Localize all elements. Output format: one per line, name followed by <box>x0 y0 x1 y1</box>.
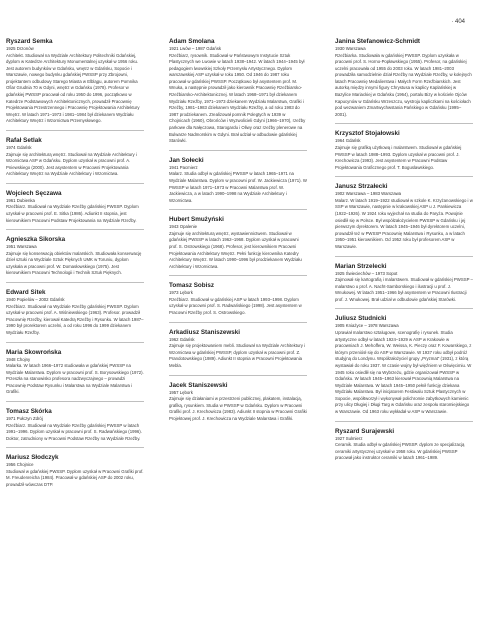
entry-divider <box>169 322 307 323</box>
entry-name: Krzysztof Stojałowski <box>335 130 400 138</box>
entry-body: Rzeźbiarz. Studiował w gdańskiej ASP w latach 1993–1998. Dyplom uzyskał w pracowni prof. S. Radwańskiego (1998). Jest asystentem w Pracowni Rzeźby prof. S. Ostrowskiego. <box>169 296 302 316</box>
entry-name: Janusz Strzałecki <box>335 183 388 191</box>
column-1 <box>6 38 144 494</box>
entry-dates: 1940 Popielów – 2002 Gdańsk <box>6 297 65 303</box>
biography-entry <box>6 137 144 178</box>
entry-dates: 1921 Lwów – 1987 Gdańsk <box>169 46 222 51</box>
entry-name: Agnieszka Sikorska <box>6 236 66 244</box>
entry-dates: 1974 Gdańsk <box>6 145 32 151</box>
entry-divider <box>6 183 144 184</box>
entry-divider <box>169 275 307 276</box>
biography-entry <box>335 428 473 462</box>
entry-body: Architekt. Studiował na Wydziale Architektury Politechniki Gdańskiej, dyplom w Katedrze Architektury Monumentalnej uzyskał w 1956 roku. Jest autorem budynków w Gdańsku, wnętrz w Gdańsku, Sopocie i Warszawie, nowego budynku gdańskiej PWSSP przy Zbrojowni, projektantem odbudowy Starego Miasta w Elblągu, autorem Pomnika Ofiar Grudnia 70 w Gdyni, wnętrz w Gdańsku (1978). Profesor w gdańskiej PWSSP pracował od roku 1950 do 1996, początkowo w Katedrze Podstawowych Architektonicznych, prowadził Pracownię Projektowania Przestrzennego i Pracownię Projektowania Architektury Wnętrz. W latach 1971–1973 i 1981–1984 był dziekanem Wydziału Architektury Wnętrz i Wzornictwa Przemysłowego. <box>6 52 140 124</box>
entry-name: Arkadiusz Staniszewski <box>169 328 241 336</box>
entry-dates: 1905 Kniażyce – 1978 Warszawa <box>335 323 399 329</box>
entry-name: Janina Stefanowicz-Schmidt <box>335 38 421 45</box>
entry-name: Jan Sołecki <box>169 156 204 164</box>
entry-name: Jacek Staniszewski <box>169 381 228 389</box>
entry-divider <box>6 447 144 448</box>
biography-entry <box>6 190 144 224</box>
biography-entry <box>6 236 144 277</box>
entry-dates: 1943 Opalenie <box>169 224 197 230</box>
entry-name: Ryszard Semka <box>6 38 53 45</box>
entry-dates: 1927 Sulmierz <box>335 435 363 441</box>
biography-entry <box>169 216 307 270</box>
entry-body: Zajmuje się konserwacją obiektów malarskich. Studiowała konserwację dzieł sztuki na Wydziale Sztuk Pięknych UMK w Toruniu, dyplom uzyskała w pracowni prof. W. Domasłowskiego (1975). Jest kierownikiem Pracowni Technologii i Technik Sztuk Pięknych. <box>6 250 142 276</box>
entry-name: Edward Sitek <box>6 289 46 297</box>
biography-entry <box>335 315 473 415</box>
entry-body: Zajmuje się działaniami w przestrzeni publicznej, plakatem, instalacją, grafiką, rysunkiem. Studia w PWSSP w Gdańsku. Dyplom w Pracowni Grafiki prof. J. Krechowicza (1983). Adiunkt II stopnia w Pracowni Grafiki Projektowej prof. J. Krechowicza na Wydziale Malarstwa i Grafiki. <box>169 396 307 421</box>
entry-name: Adam Smolana <box>169 38 215 45</box>
entry-dates: 1902 Warszawa – 1983 Warszawa <box>335 191 402 197</box>
biography-entry <box>335 263 473 304</box>
entry-body: Malarka. W latach 1966–1972 studiowała w gdańskiej PWSSP na Wydziale Malarstwa. Dyplom w pracowni prof. S. Borysowskiego (1972). Przeszła na stanowisko profesora nadzwyczajnego – prowadzi Pracownię Podstaw Rysunku i Malarstwa na Wydziale Malarstwa i Grafiki. <box>6 363 144 395</box>
entry-dates: 1971 Pułczyn Zdrój <box>6 416 43 421</box>
page-number: · 404 <box>451 19 465 25</box>
entry-body: Zajmuje się architekturą wnętrz. Studiował na Wydziale Architektury i Wzornictwa ASP w Gdańsku. Dyplom uzyskał w pracowni prof. A. Pniewskiego (2000). Jest asystentem w Pracowni Projektowania Architektury Wnętrz na Wydziale Architektury i Wzornictwa. <box>6 151 137 177</box>
entry-divider <box>335 176 473 177</box>
entry-dates: 1925 Świeciechów – 1973 Sopot <box>335 270 398 276</box>
entry-dates: 1957 Lębork <box>169 389 193 395</box>
entry-body: Malarz. W latach 1919–1922 studiował w szkole K. Krzyżanowskiego i w SSP w Warszawie, następnie w krakowskiej ASP u J. Pankiewicza (1922–1926). W 1924 roku wyjechał na studia do Paryża. Powojnie osiedlił się w Polsce. Był współzałożycielem PWSSP w Gdańsku i jej pierwszym dyrektorem. W latach 1945–1946 był dyrektorem uczelni, prowadził też w PWSSP Pracownię Malarstwa i Rysunku, a w latach 1950–1951 kierownikiem. Od 1952 roku był profesorem ASP w Warszawie. <box>335 197 473 249</box>
entry-divider <box>335 308 473 309</box>
entry-divider <box>169 150 307 151</box>
entry-body: Zajmuje się grafiką użytkową i malarstwem. Studiował w gdańskiej PWSSP w latach 1988–1993. Dyplom uzyskał w pracowni prof. J. Krechowicza (1993). Jest asystentem w Pracowni Podstaw Projektowania Graficznego prof. T. Boguslawskiego. <box>335 144 462 170</box>
biography-entry <box>6 349 144 396</box>
entry-dates: 1961 Dubienka <box>6 197 35 203</box>
entry-body: Zajmował się kartografią i malarstwem. Studiował w gdańskiej PWSSP – malarstwo u prof. A. Nacht-Samborskiego i ilustracji u prof. J. Wnukowej. W latach 1951–1966 był asystentem w Pracowni Ilustracji prof. J. Wnukowej. Brał udział w odbudowie gdańskiej Starówki. <box>335 277 473 302</box>
entry-divider <box>6 130 144 131</box>
entry-name: Hubert Smużyński <box>169 216 224 224</box>
entry-body: Rzeźbiarz. Studiował na Wydziale Rzeźby gdańskiej PWSSP. Dyplom uzyskał w pracowni prof. A. Wiśniewskiego (1963). Profesor. prowadził Pracownię Rzeźby, kierował Katedrą Rzeźby i Rysunku. W latach 1987–1990 był prorektorem uczelni, a od roku 1996 do 1999 dziekanem Wydziału Rzeźby. <box>6 303 144 335</box>
entry-divider <box>169 375 307 376</box>
entry-body: Rzeźbiarz. Studiował na Wydziale Rzeźby gdańskiej PWSSP. Dyplom uzyskał w pracowni prof. E. Sitka (1986). Adiunkt II stopnia, jest kierownikiem Pracowni Podstaw Projektowania na Wydziale Rzeźby. <box>6 204 139 223</box>
entry-name: Juliusz Studnicki <box>335 315 387 323</box>
biography-entry <box>6 454 144 488</box>
entry-divider <box>6 401 144 402</box>
entry-divider <box>335 123 473 124</box>
biography-entry <box>169 329 307 370</box>
entry-name: Marian Strzelecki <box>335 262 387 270</box>
entry-body: Rzeźbiarz, rysownik. Studiował w Państwowym Instytucie Sztuk Plastycznych we Lwowie w latach 1938–1942. W latach 1944–1945 był pedagogiem lwowskiej Szkoły Przemysłu Artystycznego. Dyplom warszawskiej ASP uzyskał w roku 1950. Od 1946 do 1987 roku pracował w gdańskiej PWSSP. Początkowo był asystentem prof. M. Wnuka, a następnie prowadził jako kierownik Pracownię Rzeźbiarsko-Rzeźbiarsko-Architektonicznej. W latach 1968–1971 był dziekanem Wydziału Rzeźby, 1971–1973 dziekanem Wydziału Malarstwa, Grafiki i Rzeźby, 1981–1983 dziekanem Wydziału Rzeźby, a od roku 1983 do 1987 prodziekanem. Zrealizował pomnik Polegtych w 1939 w Chojnicach (1960), Obrońców i Wyzwolicieli Gdyni (1966–1970), rzeźby parkowe dla Nałęczowa, Starogardu i Oliwy oraz rzeźby plenerowe na Bulwarze Nadmorskim w Gdyni. Brał udział w odbudowie gdańskiej Starówki. <box>169 52 306 144</box>
entry-dates: 1951 Warszawa <box>6 244 37 250</box>
entry-body: Ceramik. Studia odbył w gdańskiej PWSSP. dyplom ze specjalizacją ceramiki artystycznej uzyskał w 1958 roku. W gdańskiej PWSSP pracował jako instruktor ceramiki w latach 1961–1989. <box>335 442 465 461</box>
biography-entry <box>335 130 473 171</box>
biography-entry <box>335 183 473 250</box>
entry-body: Malarz. Studia odbył w gdańskiej PWSSP w latach 1965–1971 na Wydziale Malarstwa. Dyplom w pracowni prof. W. Jackiewicza (1971). W PWSSP w latach 1971–1973 w Pracowni Malarstwa prof. W. Jackiewicza, a w latach 1990–1998 na Wydziale Architektury i Wzornictwa. <box>169 171 307 203</box>
entry-body: Zajmuje się projektowaniem mebli. Studiował na Wydziale Architektury i Wzornictwa w gdańskiej PWSSP, dyplom uzyskał w pracowni prof. Z. Prandotowskiego (1989). Adiunkt II stopnia w Pracowni Projektowania Mebla. <box>169 343 306 368</box>
biography-entry <box>169 38 307 145</box>
biography-entry <box>6 38 144 125</box>
entry-dates: 1925 Drzonów <box>6 46 34 51</box>
entry-dates: 1962 Gdańsk <box>169 336 195 342</box>
entry-dates: 1930 Warszawa <box>335 46 366 51</box>
entry-name: Rafał Setlak <box>6 137 42 145</box>
entry-body: Zajmuje się architekturą wnętrz, wystawiennictwem. Studiował w gdańskiej PWSSP w latach 1962–1968. Dyplom uzyskał w pracowni prof. S. Ostrowskiego (1968). Profesor, jest kierownikiem Pracowni Projektowania Architektury Wnętrz. Pełni funkcję kierownika Katedry Architektury Wnętrz. W latach 1990–1996 był prodziekanem Wydziału Architektury i Wzornictwa. <box>169 230 302 269</box>
entry-name: Ryszard Surajewski <box>335 427 395 435</box>
entry-name: Tomasz Skórka <box>6 408 52 415</box>
column-2 <box>169 38 307 427</box>
entry-dates: 1941 Pacmierz <box>169 164 198 170</box>
entry-divider <box>335 256 473 257</box>
entry-divider <box>6 342 144 343</box>
entry-body: Studiował w gdańskiej PWSSP. Dyplom uzyskał w Pracowni Grafiki prof. M. Freudenreicha (1984). Pracował w gdańskiej ASP do 2002 roku, prowadził wówczas DTP. <box>6 468 144 487</box>
entry-dates: 1948 Chojny <box>6 356 31 362</box>
biography-entry <box>6 408 144 442</box>
entry-dates: 1973 Lębork <box>169 290 193 296</box>
biography-entry <box>169 157 307 204</box>
biography-entry <box>169 382 307 423</box>
entry-name: Maria Skowrońska <box>6 348 62 356</box>
biography-entry <box>169 282 307 316</box>
biography-entry <box>6 289 144 336</box>
column-3 <box>335 38 473 467</box>
entry-name: Mariusz Słodczyk <box>6 454 59 462</box>
entry-divider <box>6 229 144 230</box>
entry-dates: 1956 Chojnice <box>6 462 34 468</box>
entry-divider <box>6 282 144 283</box>
entry-body: Rzeźbiarka. Studiowała w gdańskiej PWSSP. Dyplom uzyskała w pracowni prof. S. Horno-Popławskiego (1955). Profesor, na gdańskiej uczelni pracowała od 1955 do 2003 roku. W latach 1981–2003 prowadziła samodzielnie dział Rzeźby na Wydziale Rzeźby, w kolejnych latach Pracownię Medalierstwa i Małych Form Rzeźbiarskich. Jest autorką między innymi figury Chrystusa w kaplicy Kaplańskiej w Bazylice Mariackiej w Gdańsku (1964), portalu Bizy w kościele Ojców Kapucynów w Gdańsku Wrzeszczu, wystroju kapliczkami na kościołach pod wezwaniem Zmartwychwstania Pańskiego w Gdańsku (1995–2001). <box>335 52 472 117</box>
entry-divider <box>169 209 307 210</box>
entry-name: Wojciech Sęczawa <box>6 189 62 197</box>
entry-name: Tomasz Sobisz <box>169 282 215 290</box>
biography-entry <box>335 38 473 118</box>
entry-divider <box>335 421 473 422</box>
entry-body: Rzeźbiarz. Studiował na Wydziale Rzeźby gdańskiej PWSSP w latach 1991–1996. Dyplom uzyskał w pracowni prof. S. Radwańskiego (1996). Doktor, zatrudniony w Pracowni Podstaw Rzeźby na Wydziale Rzeźby. <box>6 422 142 441</box>
entry-dates: 1964 Gdańsk <box>335 138 361 144</box>
entry-body: Uprawiał malarstwo sztalugowe, scenografię i rysunek. Studia artystyczne odbył w latach 1924–1929 w ASP w Krakowie w pracowniach J. Mehoffera, W. Weissa, K. Pieczy oraz F. Kowarskiego, z którym przeniósł się do ASP w Warszawie. W 1937 roku odbył podróż studyjną do Londynu. Współzałożyciel grupy „Pryzmat” (1931), z którą wystawiał do roku 1937. W czasie wojny był więźniem w Oświęcimiu. W 1945 roku osiedlił się na Wybrzeżu, gdzie organizował PWSSP w Gdańsku. W latach 1945–1963 kierował Pracownią Malarstwa na Wydziale Malarstwa. W latach 1945–1950 pełnił funkcję dziekana Wydziału Malarstwa. Był inicjatorem Festiwalu Sztuk Plastycznych w Sopocie, współtworzył i wykonywał polichromie zabytkowych kamienic przy ulicy Długiej i Długi Targ w Gdańsku oraz zespołu staromiejskiego w Warszawie. Od 1963 roku wykładał w ASP w Warszawie. <box>335 329 472 415</box>
